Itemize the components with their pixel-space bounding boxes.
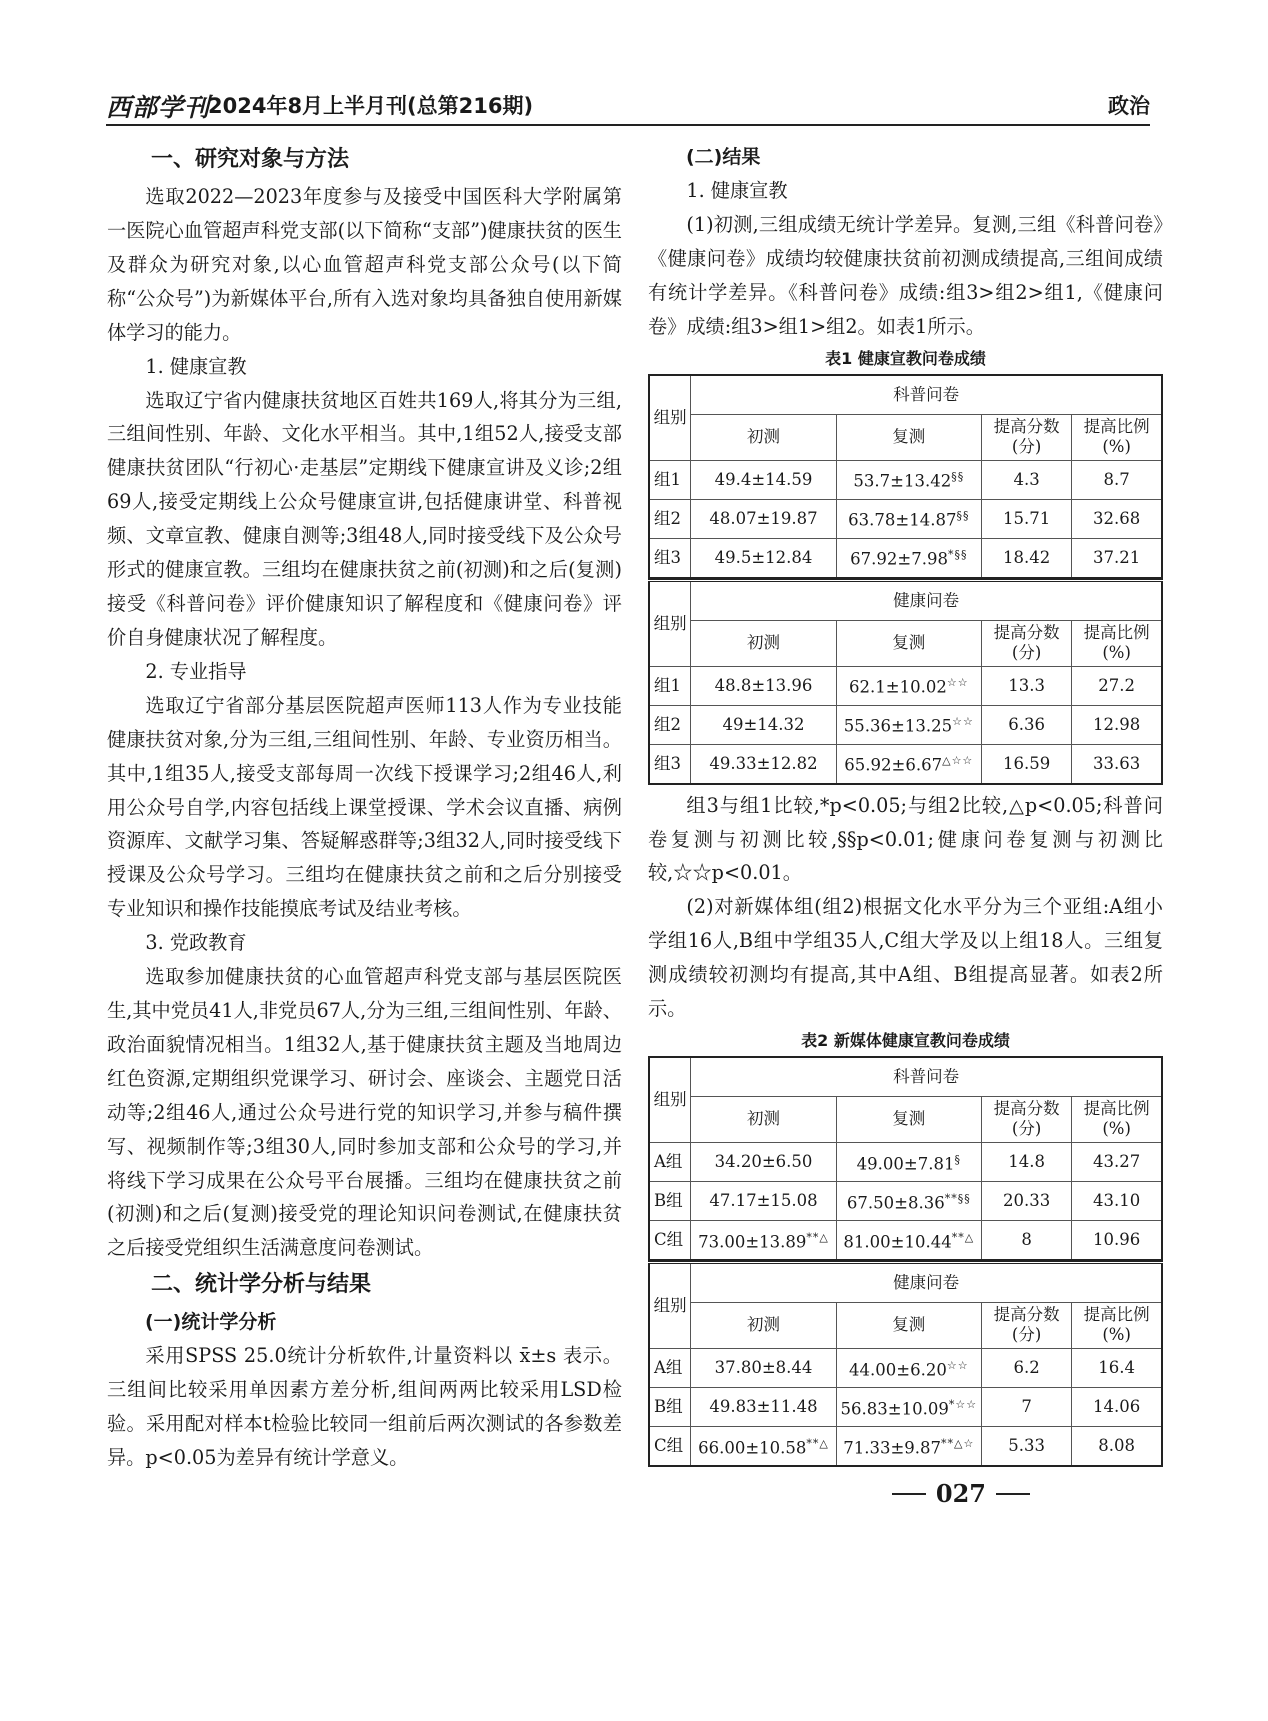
table2-science-cell-post-mark: **§§	[944, 1191, 971, 1205]
table1-science-cell-post	[836, 460, 981, 499]
table1-science-cell-pre-value: 49.4±14.59	[714, 469, 813, 489]
table1-science-cell-post	[836, 538, 981, 578]
paragraph-party-education: 选取参加健康扶贫的心血管超声科党支部与基层医院医生,其中党员41人,非党员67人,分为三组,三组间性别、年龄、政治面貌情况相当。1组32人,基于健康扶贫主题及当地周边红色资源,定期组织党课学习、研讨会、座谈会、主题党日活动等;2组46人,通过公众号进行党的知识学习,并参与稿件撰写、视频制作等;3组30人,同时参加支部和公众号的学习,并将线下学习成果在公众号平台展播。三组均在健康扶贫之前(初测)和之后(复测)接受党的理论知识问卷测试,在健康扶贫之后接受党组织生活满意度问卷测试。	[107, 965, 622, 1260]
table1-health-header-title: 健康问卷	[691, 580, 1162, 620]
table2-health-cell-group: C组	[649, 1426, 691, 1466]
table2-health-cell-post-value: 56.83±10.09	[840, 1399, 949, 1419]
heading-methods: 一、研究对象与方法	[151, 147, 350, 172]
table1-health-cell-post	[836, 744, 981, 784]
table1-health-cell-post	[836, 705, 981, 744]
table1-science-cell-group: 组2	[649, 499, 691, 538]
table1-science-cell-pre	[691, 460, 836, 499]
table2-science-header-group: 组别	[649, 1057, 691, 1143]
table1-science-cell-pre-value: 49.5±12.84	[714, 547, 813, 567]
table2-health-header-row-2	[649, 1302, 1162, 1348]
table2-health	[648, 1261, 1163, 1467]
table1-science-cell-gain: 15.71	[981, 499, 1071, 538]
left-column	[107, 140, 622, 1475]
table1-note: 组3与组1比较,*p<0.05;与组2比较,△p<0.05;科普问卷复测与初测比较,§§p<0.01;健康问卷复测与初测比较,☆☆p<0.01。	[648, 793, 1163, 885]
table2-health-cell-post-value: 44.00±6.20	[849, 1360, 947, 1380]
table1-science-cell-ratio: 32.68	[1072, 499, 1162, 538]
subheading-party-education: 3. 党政教育	[145, 931, 247, 955]
table2-science-cell-ratio: 10.96	[1072, 1220, 1162, 1260]
table2-health-cell-gain: 5.33	[981, 1426, 1071, 1466]
table2-health-cell-pre-value: 66.00±10.58	[698, 1438, 807, 1458]
subheading-statistics: (一)统计学分析	[145, 1311, 277, 1334]
table2-health-cell-gain: 6.2	[981, 1348, 1071, 1387]
table1-health-cell-pre-value: 49±14.32	[722, 714, 805, 734]
table1-health-cell-pre-value: 48.8±13.96	[714, 675, 813, 695]
table2-health-cell-pre-value: 37.80±8.44	[714, 1357, 813, 1377]
table1-science-header-row-1	[649, 375, 1162, 415]
table2-health-header-gain-ratio: 提高比例(%)	[1072, 1302, 1162, 1348]
table2-health-cell-gain: 7	[981, 1387, 1071, 1426]
table2-science-header-row-1	[649, 1057, 1162, 1097]
table1-science-header-gain-ratio: 提高比例(%)	[1072, 414, 1162, 460]
table1-health-cell-group: 组2	[649, 705, 691, 744]
table1	[648, 374, 1163, 579]
table1-science-cell-ratio: 37.21	[1072, 538, 1162, 578]
table1-science-cell-group: 组1	[649, 460, 691, 499]
table2-science-cell-ratio: 43.27	[1072, 1142, 1162, 1181]
table2-science-cell-pre	[691, 1181, 836, 1220]
table2-science-cell-post	[836, 1142, 981, 1181]
table1-science-cell-post	[836, 499, 981, 538]
table1-science-header-pre: 初测	[691, 414, 836, 460]
table-row	[649, 705, 1162, 744]
table1-health-cell-post-mark: ☆☆	[952, 715, 974, 729]
subheading-results-health: 1. 健康宣教	[686, 179, 788, 202]
table1-science-cell-pre	[691, 499, 836, 538]
section-label: 政治	[1108, 94, 1150, 118]
table2-health-header-pre: 初测	[691, 1302, 836, 1348]
table-row	[649, 538, 1162, 578]
table2-health-cell-ratio: 16.4	[1072, 1348, 1162, 1387]
table1-health-cell-post-value: 65.92±6.67	[844, 755, 943, 775]
table2-science-cell-gain: 8	[981, 1220, 1071, 1260]
table2-health-cell-post	[836, 1387, 981, 1426]
table2-caption: 表2 新媒体健康宣教问卷成绩	[801, 1030, 1010, 1050]
table2-health-cell-pre	[691, 1348, 836, 1387]
table1-health-cell-post-mark: ☆☆	[946, 676, 969, 690]
table2-science-header-pre: 初测	[691, 1096, 836, 1142]
table1-science-cell-post-mark: §§	[956, 509, 970, 523]
table2-health-cell-post	[836, 1348, 981, 1387]
table1-health-cell-pre	[691, 744, 836, 784]
table1-health-header-row-2	[649, 620, 1162, 666]
table1-health-cell-pre	[691, 666, 836, 705]
table1-health-cell-gain: 16.59	[981, 744, 1071, 784]
table1-science-header-post: 复测	[836, 414, 981, 460]
table2-health-header-group: 组别	[649, 1262, 691, 1348]
table2-science-cell-pre	[691, 1142, 836, 1181]
table1-health-cell-group: 组1	[649, 666, 691, 705]
table1-science-cell-post-value: 53.7±13.42	[853, 471, 952, 491]
table2-health-cell-post-mark: *☆☆	[948, 1397, 978, 1411]
page-number-text: 027	[935, 1479, 986, 1508]
table-row	[649, 499, 1162, 538]
table2-health-cell-post-mark: **△☆	[941, 1436, 975, 1450]
table1-science-cell-gain: 4.3	[981, 460, 1071, 499]
table1-health-header-pre: 初测	[691, 620, 836, 666]
table-row	[649, 1348, 1162, 1387]
table1-health-header-group: 组别	[649, 580, 691, 666]
table2-science-cell-post-mark: §	[954, 1152, 961, 1166]
table2-health-cell-group: A组	[649, 1348, 691, 1387]
table2-science-cell-post-mark: **△	[951, 1230, 975, 1244]
table2-health-cell-ratio: 8.08	[1072, 1426, 1162, 1466]
table1-health-header-row-1	[649, 580, 1162, 620]
table1-health-cell-post	[836, 666, 981, 705]
table-row	[649, 1387, 1162, 1426]
table2	[648, 1056, 1163, 1261]
table1-science-cell-post-value: 63.78±14.87	[848, 510, 957, 530]
table1-health-cell-pre-value: 49.33±12.82	[709, 753, 818, 773]
table1-science-cell-post-value: 67.92±7.98	[850, 549, 948, 569]
table2-health-header-title: 健康问卷	[691, 1262, 1162, 1302]
table2-science-cell-group: A组	[649, 1142, 691, 1181]
paragraph-health-education: 选取辽宁省内健康扶贫地区百姓共169人,将其分为三组,三组间性别、年龄、文化水平相当。其中,1组52人,接受支部健康扶贫团队“行初心·走基层”定期线下健康宣讲及义诊;2组69人,接受定期线上公众号健康宣讲,包括健康讲堂、科普视频、文章宣教、健康自测等;3组48人,同时接受线下及公众号形式的健康宣教。三组均在健康扶贫之前(初测)和之后(复测)接受《科普问卷》评价健康知识了解程度和《健康问卷》评价自身健康状况了解程度。	[107, 388, 622, 649]
table2-health-cell-pre-value: 49.83±11.48	[709, 1396, 818, 1416]
table1-health-cell-ratio: 33.63	[1072, 744, 1162, 784]
heading-results: (二)结果	[686, 146, 761, 168]
table1-health-cell-ratio: 27.2	[1072, 666, 1162, 705]
paragraph-intro: 选取2022—2023年度参与及接受中国医科大学附属第一医院心血管超声科党支部(以下简称“支部”)健康扶贫的医生及群众为研究对象,以心血管超声科党支部公众号(以下简称“公众号”)为新媒体平台,所有入选对象均具备独自使用新媒体学习的能力。	[107, 185, 622, 344]
table1-health-cell-post-value: 55.36±13.25	[843, 716, 953, 736]
table1-health-cell-pre	[691, 705, 836, 744]
table1-science-cell-group: 组3	[649, 538, 691, 578]
table-row	[649, 1181, 1162, 1220]
heading-statistics: 二、统计学分析与结果	[151, 1272, 372, 1298]
table1-health	[648, 579, 1163, 785]
table2-health-cell-ratio: 14.06	[1072, 1387, 1162, 1426]
table2-health-cell-post-value: 71.33±9.87	[843, 1438, 942, 1458]
page-number	[892, 1479, 1030, 1508]
table1-science-cell-post-mark: *§§	[947, 548, 968, 562]
table2-health-cell-post-mark: ☆☆	[946, 1358, 969, 1372]
table1-health-cell-gain: 13.3	[981, 666, 1071, 705]
table2-science-cell-post	[836, 1181, 981, 1220]
table1-science-cell-gain: 18.42	[981, 538, 1071, 578]
paragraph-results-1: (1)初测,三组成绩无统计学差异。复测,三组《科普问卷》《健康问卷》成绩均较健康扶贫前初测成绩提高,三组间成绩有统计学差异。《科普问卷》成绩:组3>组2>组1,《健康问卷》成绩:组3>组1>组2。如表1所示。	[648, 213, 1163, 338]
table2-health-cell-pre-mark: **△	[806, 1436, 829, 1450]
table2-health-header-post: 复测	[836, 1302, 981, 1348]
table1-health-header-gain-ratio: 提高比例(%)	[1072, 620, 1162, 666]
table1-caption: 表1 健康宣教问卷成绩	[825, 348, 986, 368]
table2-health-cell-post	[836, 1426, 981, 1466]
table1-science-cell-post-mark: §§	[951, 470, 965, 484]
table2-science-cell-pre-value: 73.00±13.89	[698, 1232, 807, 1252]
table2-science-cell-pre-value: 47.17±15.08	[709, 1190, 818, 1210]
table1-science-header-title: 科普问卷	[691, 375, 1162, 415]
table2-science-header-gain-ratio: 提高比例(%)	[1072, 1096, 1162, 1142]
table2-science-header-gain-score: 提高分数(分)	[981, 1096, 1071, 1142]
table2-health-header-gain-score: 提高分数(分)	[981, 1302, 1071, 1348]
table1-health-cell-group: 组3	[649, 744, 691, 784]
table1-health-cell-post-value: 62.1±10.02	[849, 677, 947, 697]
table-row	[649, 1426, 1162, 1466]
table2-science-cell-gain: 14.8	[981, 1142, 1071, 1181]
table2-health-cell-pre	[691, 1387, 836, 1426]
table2-health-cell-group: B组	[649, 1387, 691, 1426]
table2-science-cell-group: B组	[649, 1181, 691, 1220]
table2-science-header-title: 科普问卷	[691, 1057, 1162, 1097]
table2-science-cell-pre-value: 34.20±6.50	[714, 1151, 813, 1171]
table1-health-cell-ratio: 12.98	[1072, 705, 1162, 744]
page-header	[106, 84, 1150, 126]
subheading-professional-guidance: 2. 专业指导	[145, 659, 247, 683]
table-row	[649, 1220, 1162, 1260]
paragraph-statistics: 采用SPSS 25.0统计分析软件,计量资料以 x̄±s 表示。三组间比较采用单因素方差分析,组间两两比较采用LSD检验。采用配对样本t检验比较同一组前后两次测试的各参数差异。p<0.05为差异有统计学意义。	[107, 1344, 622, 1469]
table-row	[649, 666, 1162, 705]
table2-science-cell-pre	[691, 1220, 836, 1260]
table1-science-header-group: 组别	[649, 375, 691, 461]
paragraph-results-2: (2)对新媒体组(组2)根据文化水平分为三个亚组:A组小学组16人,B组中学组35人,C组大学及以上组18人。三组复测成绩较初测均有提高,其中A组、B组提高显著。如表2所示。	[648, 895, 1163, 1021]
table1-health-header-gain-score: 提高分数(分)	[981, 620, 1071, 666]
page-number-dash-left	[892, 1493, 926, 1495]
table1-science-cell-ratio: 8.7	[1072, 460, 1162, 499]
journal-issue: 2024年8月上半月刊(总第216期)	[208, 94, 534, 118]
right-column	[648, 140, 1163, 1467]
table1-science-header-row-2	[649, 414, 1162, 460]
table-row	[649, 1142, 1162, 1181]
table1-science-header-gain-score: 提高分数(分)	[981, 414, 1071, 460]
table2-science-header-row-2	[649, 1096, 1162, 1142]
table2-science-header-post: 复测	[836, 1096, 981, 1142]
paragraph-professional-guidance: 选取辽宁省部分基层医院超声医师113人作为专业技能健康扶贫对象,分为三组,三组间性别、年龄、专业资历相当。其中,1组35人,接受支部每周一次线下授课学习;2组46人,利用公众号自学,内容包括线上课堂授课、学术会议直播、病例资源库、文献学习集、答疑解惑群等;3组32人,同时接受线下授课及公众号学习。三组均在健康扶贫之前和之后分别接受专业知识和操作技能摸底考试及结业考核。	[107, 693, 622, 921]
table2-science-cell-post-value: 67.50±8.36	[846, 1193, 945, 1213]
table2-science-cell-pre-mark: **△	[806, 1230, 829, 1244]
table2-health-cell-pre	[691, 1426, 836, 1466]
page-number-dash-right	[996, 1493, 1030, 1495]
journal-logo: 西部学刊	[106, 93, 211, 122]
table1-health-header-post: 复测	[836, 620, 981, 666]
table-row	[649, 460, 1162, 499]
table1-science-cell-pre	[691, 538, 836, 578]
subheading-health-education: 1. 健康宣教	[145, 354, 247, 378]
table2-science-cell-post-value: 81.00±10.44	[843, 1232, 952, 1252]
table1-health-cell-gain: 6.36	[981, 705, 1071, 744]
table1-health-cell-post-mark: △☆☆	[942, 754, 974, 768]
table2-science-cell-gain: 20.33	[981, 1181, 1071, 1220]
table2-science-cell-post-value: 49.00±7.81	[856, 1154, 955, 1174]
table-row	[649, 744, 1162, 784]
table2-science-cell-group: C组	[649, 1220, 691, 1260]
table1-science-cell-pre-value: 48.07±19.87	[709, 508, 818, 528]
table2-health-header-row-1	[649, 1262, 1162, 1302]
table2-science-cell-post	[836, 1220, 981, 1260]
table2-science-cell-ratio: 43.10	[1072, 1181, 1162, 1220]
